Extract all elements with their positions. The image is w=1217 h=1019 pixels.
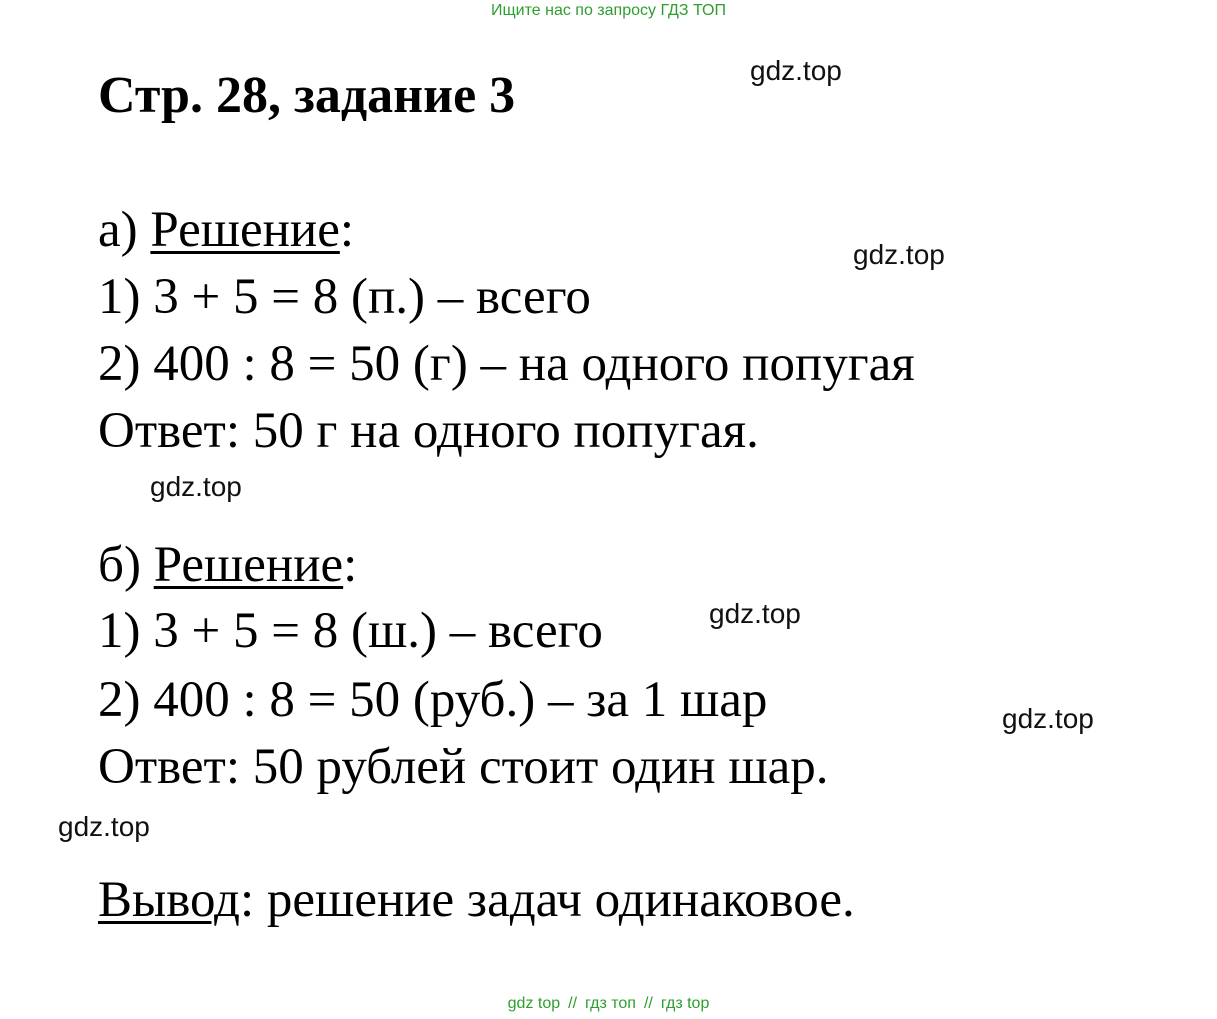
part-a-heading-line [98, 200, 354, 260]
conclusion-line [98, 870, 855, 930]
part-b-colon: : [343, 537, 358, 593]
watermark: gdz.top [1002, 703, 1094, 734]
watermark: gdz.top [58, 811, 150, 842]
part-b-step2: 2) 400 : 8 = 50 (руб.) – за 1 шар [98, 672, 768, 728]
page-title: Стр. 28, задание 3 [98, 67, 516, 124]
footer-link-gdz-top-ru[interactable]: гдз топ [585, 995, 636, 1012]
part-a-heading: Решение [150, 202, 340, 258]
part-a-step1: 1) 3 + 5 = 8 (п.) – всего [98, 269, 591, 325]
part-a-step2: 2) 400 : 8 = 50 (г) – на одного попугая [98, 336, 915, 392]
part-b-step1: 1) 3 + 5 = 8 (ш.) – всего [98, 603, 603, 659]
conclusion-text: : решение задач одинаковое. [240, 872, 855, 928]
watermark: gdz.top [853, 239, 945, 270]
watermark: gdz.top [750, 55, 842, 86]
part-a-answer: Ответ: 50 г на одного попугая. [98, 403, 759, 459]
footer-links [0, 994, 1217, 1014]
top-banner: Ищите нас по запросу ГДЗ ТОП [491, 2, 726, 19]
part-a-prefix: а) [98, 202, 151, 258]
part-b-prefix: б) [98, 537, 154, 593]
footer-link-gdz-top[interactable]: gdz top [507, 995, 561, 1012]
part-b-heading-line [98, 535, 357, 595]
conclusion-heading: Вывод [98, 872, 240, 928]
footer-separator: // [568, 995, 578, 1012]
part-a-colon: : [339, 202, 355, 258]
watermark: gdz.top [709, 598, 801, 629]
part-b-heading: Решение [153, 537, 344, 593]
watermark: gdz.top [150, 471, 242, 502]
part-b-answer: Ответ: 50 рублей стоит один шар. [98, 739, 829, 795]
footer-separator: // [643, 995, 653, 1012]
footer-link-gdz-top-mixed[interactable]: гдз top [660, 995, 710, 1012]
